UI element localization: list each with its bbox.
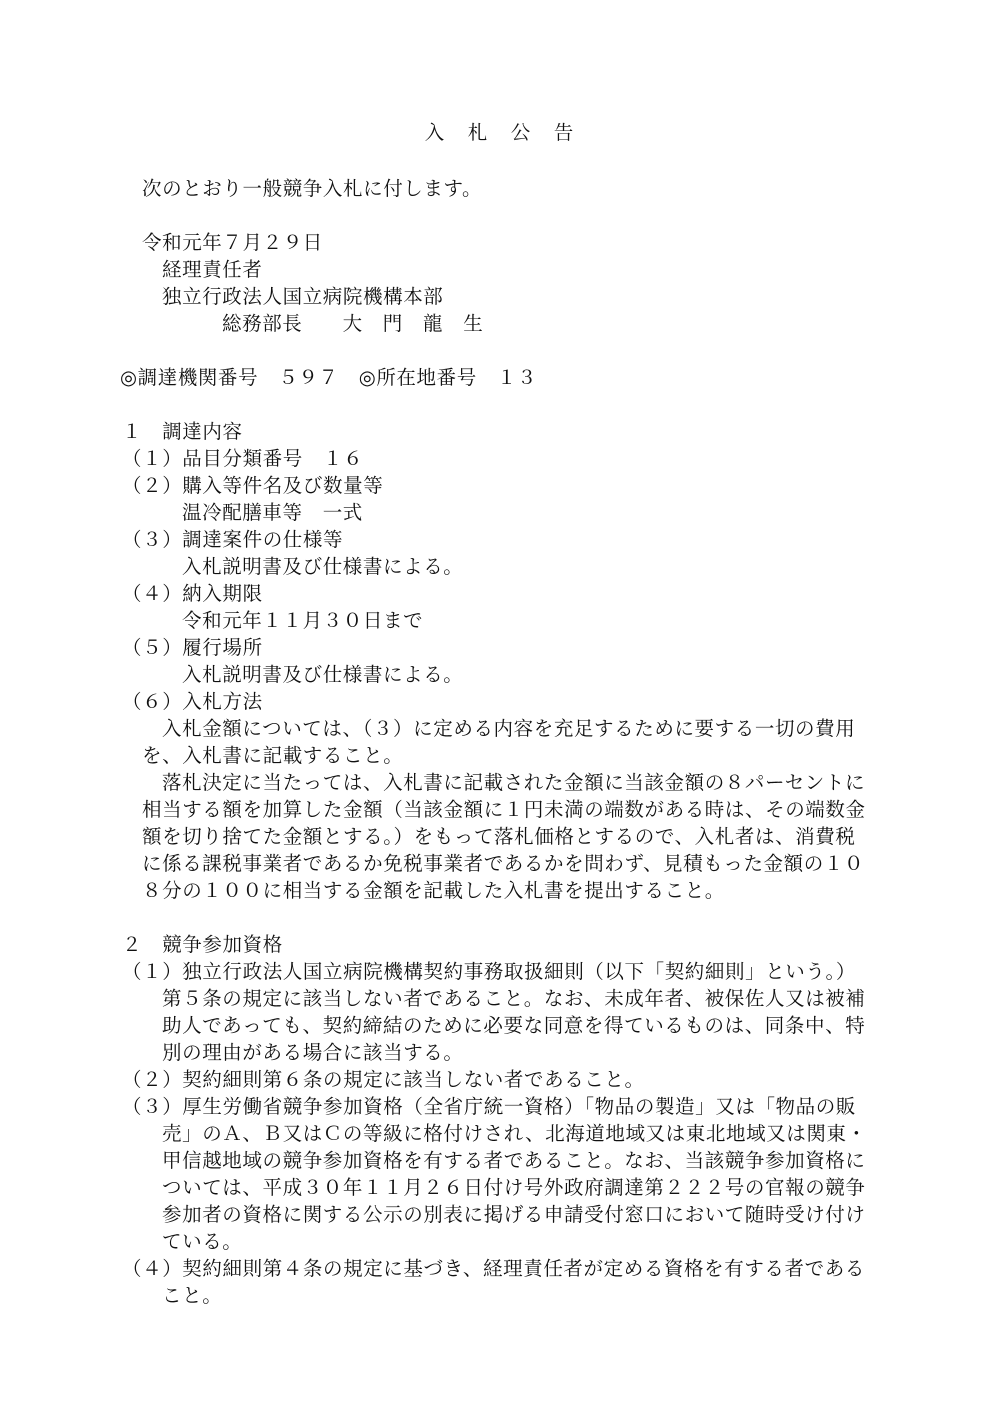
section-1-line: 入札金額については、（３）に定める内容を充足するために要する一切の費用	[162, 717, 856, 740]
section-2-line: 助人であっても、契約締結のために必要な同意を得ているものは、同条中、特	[162, 1014, 866, 1037]
notice-date: 令和元年７月２９日	[142, 231, 323, 254]
section-1-line: 落札決定に当たっては、入札書に記載された金額に当該金額の８パーセントに	[162, 771, 866, 794]
section-2-heading: ２ 競争参加資格	[122, 933, 283, 956]
section-2-line: （２）契約細則第６条の規定に該当しない者であること。	[122, 1068, 645, 1091]
section-1-line: ８分の１００に相当する金額を記載した入札書を提出すること。	[142, 879, 725, 902]
section-1-line: 令和元年１１月３０日まで	[182, 609, 424, 632]
section-1-line: 入札説明書及び仕様書による。	[182, 555, 464, 578]
section-1-line: を、入札書に記載すること。	[142, 744, 404, 767]
signatory: 総務部長 大 門 龍 生	[222, 312, 484, 335]
agency-codes: ◎調達機関番号 ５９７ ◎所在地番号 １３	[120, 366, 538, 389]
section-1-line: （２）購入等件名及び数量等	[122, 474, 384, 497]
section-2-line: 第５条の規定に該当しない者であること。なお、未成年者、被保佐人又は被補	[162, 987, 866, 1010]
section-1-line: （６）入札方法	[122, 690, 263, 713]
section-2-line: ている。	[162, 1230, 243, 1253]
section-2-line: こと。	[162, 1284, 223, 1307]
intro-text: 次のとおり一般競争入札に付します。	[142, 177, 483, 200]
section-1-line: （５）履行場所	[122, 636, 263, 659]
section-1-line: （３）調達案件の仕様等	[122, 528, 344, 551]
section-2-line: （４）契約細則第４条の規定に基づき、経理責任者が定める資格を有する者である	[122, 1257, 865, 1280]
section-1-line: 温冷配膳車等 一式	[182, 501, 363, 524]
section-2-line: ついては、平成３０年１１月２６日付け号外政府調達第２２２号の官報の競争	[162, 1176, 866, 1199]
section-1-line: 額を切り捨てた金額とする。）をもって落札価格とするので、入札者は、消費税	[142, 825, 856, 848]
section-2-line: （３）厚生労働省競争参加資格（全省庁統一資格）「物品の製造」又は「物品の販	[122, 1095, 856, 1118]
section-1-line: （１）品目分類番号 １６	[122, 447, 364, 470]
section-2-line: 売」のＡ、Ｂ又はＣの等級に格付けされ、北海道地域又は東北地域又は関東・	[162, 1122, 867, 1145]
organization-name: 独立行政法人国立病院機構本部	[162, 285, 444, 308]
section-1-line: に係る課税事業者であるか免税事業者であるかを問わず、見積もった金額の１０	[142, 852, 865, 875]
official-role: 経理責任者	[162, 258, 263, 281]
notice-title: 入 札 公 告	[424, 121, 576, 144]
section-2-line: 甲信越地域の競争参加資格を有する者であること。なお、当該競争参加資格に	[162, 1149, 866, 1172]
section-1-line: 入札説明書及び仕様書による。	[182, 663, 464, 686]
section-1-line: 相当する額を加算した金額（当該金額に１円未満の端数がある時は、その端数金	[142, 798, 866, 821]
section-2-line: （１）独立行政法人国立病院機構契約事務取扱細則（以下「契約細則」という。）	[122, 960, 856, 983]
section-1-heading: １ 調達内容	[122, 420, 243, 443]
section-1-line: （４）納入期限	[122, 582, 263, 605]
section-2-line: 参加者の資格に関する公示の別表に掲げる申請受付窓口において随時受け付け	[162, 1203, 866, 1226]
section-2-line: 別の理由がある場合に該当する。	[162, 1041, 464, 1064]
